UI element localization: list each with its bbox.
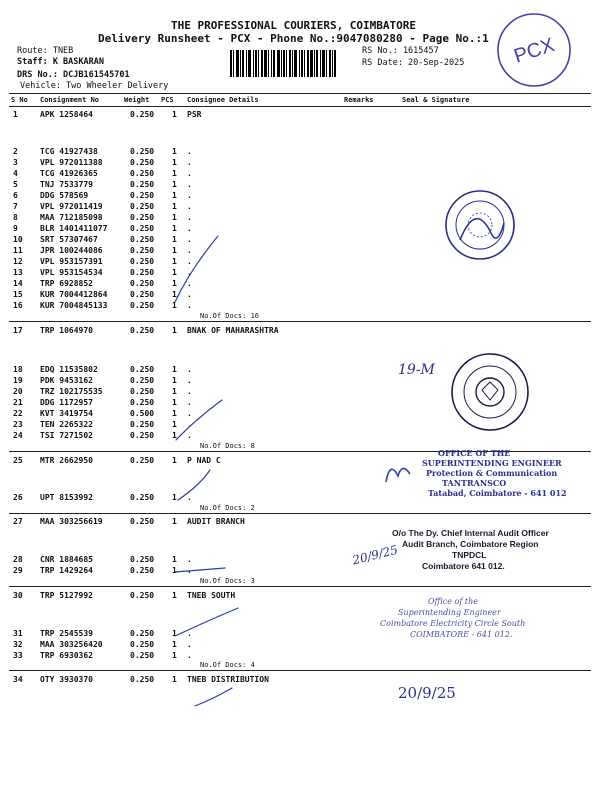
row-consignment: MAA 712185098 [40, 213, 103, 222]
row-pcs: 1 [172, 279, 177, 288]
row-consignment: TRP 1429264 [40, 566, 93, 575]
row-weight: 0.250 [130, 420, 155, 429]
row-sno: 10 [13, 235, 23, 244]
row-details: . [187, 290, 192, 299]
row-pcs: 1 [172, 290, 177, 299]
se-stamp-line: Coimbatore Electricity Circle South [380, 619, 526, 628]
row-sno: 30 [13, 591, 23, 600]
row-consignment: TCG 41926365 [40, 169, 98, 178]
row-details: . [187, 235, 192, 244]
row-weight: 0.250 [130, 213, 155, 222]
row-sno: 15 [13, 290, 23, 299]
row-weight: 0.250 [130, 651, 155, 660]
row-pcs: 1 [172, 169, 177, 178]
row-weight: 0.250 [130, 202, 155, 211]
row-pcs: 1 [172, 246, 177, 255]
row-consignment: MAA 303256420 [40, 640, 103, 649]
row-consignment: JPR 100244086 [40, 246, 103, 255]
row-pcs: 1 [172, 213, 177, 222]
row-weight: 0.250 [130, 191, 155, 200]
row-pcs: 1 [172, 398, 177, 407]
row-details: . [187, 566, 192, 575]
row-consignment: TRP 1064970 [40, 326, 93, 335]
row-pcs: 1 [172, 191, 177, 200]
row-sno: 13 [13, 268, 23, 277]
row-consignment: PDK 9453162 [40, 376, 93, 385]
row-consignment: VPL 953157391 [40, 257, 103, 266]
row-details: TNEB DISTRIBUTION [187, 675, 269, 684]
row-consignment: MAA 303256619 [40, 517, 103, 526]
handwritten-date-distribution: 20/9/25 [398, 684, 456, 702]
col-details: Consignee Details [187, 96, 259, 104]
row-sno: 16 [13, 301, 23, 310]
row-pcs: 1 [172, 493, 177, 502]
row-consignment: TCG 41927438 [40, 147, 98, 156]
row-weight: 0.250 [130, 279, 155, 288]
se-stamp-line: COIMBATORE - 641 012. [410, 630, 513, 639]
row-sno: 1 [13, 110, 18, 119]
row-pcs: 1 [172, 566, 177, 575]
row-pcs: 1 [172, 431, 177, 440]
row-consignment: TSI 7271502 [40, 431, 93, 440]
audit-stamp-line: Coimbatore 641 012. [422, 561, 505, 571]
row-details: TNEB SOUTH [187, 591, 236, 600]
row-weight: 0.250 [130, 290, 155, 299]
row-weight: 0.250 [130, 629, 155, 638]
row-weight: 0.250 [130, 257, 155, 266]
row-pcs: 1 [172, 629, 177, 638]
row-sno: 31 [13, 629, 23, 638]
row-weight: 0.250 [130, 235, 155, 244]
document-subtitle: Delivery Runsheet - PCX - Phone No.:9047080280 - Page No.:1 [98, 32, 489, 45]
row-details: . [187, 651, 192, 660]
row-sno: 33 [13, 651, 23, 660]
handwritten-date-audit: 20/9/25 [350, 542, 400, 568]
row-details: . [187, 431, 192, 440]
row-pcs: 1 [172, 651, 177, 660]
row-weight: 0.250 [130, 517, 155, 526]
row-weight: 0.250 [130, 555, 155, 564]
row-weight: 0.250 [130, 246, 155, 255]
row-consignment: CNR 1884685 [40, 555, 93, 564]
row-details: P NAD C [187, 456, 221, 465]
row-weight: 0.250 [130, 493, 155, 502]
handwritten-initials-ee [380, 452, 420, 492]
staff-text: Staff: K BASKARAN [17, 57, 104, 67]
row-weight: 0.250 [130, 158, 155, 167]
row-weight: 0.250 [130, 147, 155, 156]
row-details: PSR [187, 110, 202, 119]
row-consignment: TNJ 7533779 [40, 180, 93, 189]
row-pcs: 1 [172, 268, 177, 277]
row-pcs: 1 [172, 235, 177, 244]
row-pcs: 1 [172, 456, 177, 465]
ee-stamp-line: SUPERINTENDING ENGINEER [422, 458, 562, 468]
row-details: . [187, 629, 192, 638]
doc-count: No.Of Docs: 8 [200, 442, 255, 450]
rs-date: RS Date: 20-Sep-2025 [362, 58, 465, 68]
se-stamp-line: Office of the [428, 597, 478, 606]
row-weight: 0.250 [130, 675, 155, 684]
audit-stamp [392, 528, 549, 572]
row-pcs: 1 [172, 180, 177, 189]
row-sno: 8 [13, 213, 18, 222]
row-sno: 34 [13, 675, 23, 684]
row-sno: 17 [13, 326, 23, 335]
row-consignment: APK 1258464 [40, 110, 93, 119]
row-pcs: 1 [172, 675, 177, 684]
row-pcs: 1 [172, 257, 177, 266]
row-pcs: 1 [172, 110, 177, 119]
row-details: . [187, 257, 192, 266]
row-sno: 18 [13, 365, 23, 374]
row-sno: 14 [13, 279, 23, 288]
row-sno: 23 [13, 420, 23, 429]
circular-seal-1 [440, 185, 520, 265]
row-sno: 6 [13, 191, 18, 200]
row-weight: 0.250 [130, 224, 155, 233]
row-sno: 28 [13, 555, 23, 564]
row-sno: 24 [13, 431, 23, 440]
row-consignment: VPL 953154534 [40, 268, 103, 277]
row-sno: 2 [13, 147, 18, 156]
row-consignment: MTR 2662950 [40, 456, 93, 465]
doc-count: No.Of Docs: 2 [200, 504, 255, 512]
row-weight: 0.250 [130, 301, 155, 310]
row-details: . [187, 301, 192, 310]
handwritten-date-bank: 19-M [398, 362, 435, 378]
row-pcs: 1 [172, 376, 177, 385]
row-sno: 5 [13, 180, 18, 189]
row-pcs: 1 [172, 420, 177, 429]
doc-count: No.Of Docs: 3 [200, 577, 255, 585]
row-sno: 12 [13, 257, 23, 266]
row-sno: 32 [13, 640, 23, 649]
col-consignment: Consignment No [40, 96, 100, 104]
row-sno: 26 [13, 493, 23, 502]
row-weight: 0.250 [130, 268, 155, 277]
row-details: . [187, 268, 192, 277]
row-sno: 29 [13, 566, 23, 575]
row-details: . [187, 191, 192, 200]
row-details: AUDIT BRANCH [187, 517, 245, 526]
row-pcs: 1 [172, 517, 177, 526]
row-sno: 9 [13, 224, 18, 233]
row-pcs: 1 [172, 147, 177, 156]
row-consignment: VPL 972011419 [40, 202, 103, 211]
col-seal: Seal & Signature [402, 96, 470, 104]
row-consignment: TRP 5127992 [40, 591, 93, 600]
row-pcs: 1 [172, 326, 177, 335]
row-pcs: 1 [172, 158, 177, 167]
row-consignment: TRP 2545539 [40, 629, 93, 638]
row-consignment: KVT 3419754 [40, 409, 93, 418]
row-sno: 4 [13, 169, 18, 178]
row-details: . [187, 387, 192, 396]
row-pcs: 1 [172, 365, 177, 374]
ee-stamp-line: Tatabad, Coimbatore - 641 012 [428, 488, 567, 498]
row-weight: 0.250 [130, 180, 155, 189]
row-details: . [187, 398, 192, 407]
row-consignment: TEN 2265322 [40, 420, 93, 429]
row-consignment: BLR 1401411077 [40, 224, 108, 233]
row-pcs: 1 [172, 409, 177, 418]
row-details: . [187, 376, 192, 385]
row-details: . [187, 493, 192, 502]
row-consignment: TRZ 102175535 [40, 387, 103, 396]
row-details: . [187, 213, 192, 222]
ee-stamp-line: OFFICE OF THE [438, 448, 511, 458]
bank-seal [448, 350, 532, 434]
row-consignment: DDG 1172957 [40, 398, 93, 407]
row-consignment: SRT 57307467 [40, 235, 98, 244]
rs-number: RS No.: 1615457 [362, 46, 439, 56]
row-sno: 22 [13, 409, 23, 418]
row-weight: 0.250 [130, 376, 155, 385]
row-details: . [187, 202, 192, 211]
document-title: THE PROFESSIONAL COURIERS, COIMBATORE [171, 19, 417, 32]
row-consignment: KUR 7004412864 [40, 290, 108, 299]
vehicle-text: Vehicle: Two Wheeler Delivery [20, 81, 169, 91]
row-details: . [187, 246, 192, 255]
row-sno: 21 [13, 398, 23, 407]
row-details: . [187, 147, 192, 156]
row-weight: 0.250 [130, 326, 155, 335]
ee-stamp-line: Protection & Communication [426, 468, 558, 478]
row-details: BNAK OF MAHARASHTRA [187, 326, 279, 335]
audit-stamp-line: Audit Branch, Coimbatore Region [402, 539, 539, 549]
row-sno: 27 [13, 517, 23, 526]
se-stamp-line: Superintending Engineer [398, 608, 501, 617]
row-sno: 20 [13, 387, 23, 396]
row-details: . [187, 180, 192, 189]
row-weight: 0.250 [130, 591, 155, 600]
row-consignment: KUR 7004845133 [40, 301, 108, 310]
row-weight: 0.250 [130, 169, 155, 178]
row-sno: 25 [13, 456, 23, 465]
row-pcs: 1 [172, 640, 177, 649]
row-pcs: 1 [172, 301, 177, 310]
row-pcs: 1 [172, 202, 177, 211]
row-weight: 0.250 [130, 640, 155, 649]
row-details: . [187, 420, 192, 429]
row-details: . [187, 279, 192, 288]
row-sno: 19 [13, 376, 23, 385]
row-weight: 0.250 [130, 431, 155, 440]
row-details: . [187, 409, 192, 418]
row-consignment: OTY 3930370 [40, 675, 93, 684]
row-weight: 0.250 [130, 365, 155, 374]
row-sno: 7 [13, 202, 18, 211]
row-weight: 0.250 [130, 387, 155, 396]
row-details: . [187, 640, 192, 649]
col-sno: S No [11, 96, 28, 104]
audit-stamp-line: TNPDCL [452, 550, 487, 560]
drs-number: DRS No.: DCJB161545701 [17, 70, 130, 80]
row-pcs: 1 [172, 591, 177, 600]
row-consignment: UPT 8153992 [40, 493, 93, 502]
audit-stamp-line: O/o The Dy. Chief Internal Audit Officer [392, 528, 549, 538]
row-pcs: 1 [172, 224, 177, 233]
row-sno: 3 [13, 158, 18, 167]
row-consignment: VPL 972011388 [40, 158, 103, 167]
row-consignment: TRP 6930362 [40, 651, 93, 660]
col-remarks: Remarks [344, 96, 374, 104]
row-pcs: 1 [172, 387, 177, 396]
pcx-stamp-text: PCX [511, 34, 558, 68]
row-weight: 0.500 [130, 409, 155, 418]
row-consignment: DDG 578569 [40, 191, 89, 200]
col-pcs: PCS [161, 96, 174, 104]
row-pcs: 1 [172, 555, 177, 564]
row-weight: 0.250 [130, 566, 155, 575]
row-weight: 0.250 [130, 398, 155, 407]
row-consignment: EDQ 11535802 [40, 365, 98, 374]
doc-count: No.Of Docs: 4 [200, 661, 255, 669]
row-details: . [187, 555, 192, 564]
row-details: . [187, 365, 192, 374]
doc-count: No.Of Docs: 16 [200, 312, 260, 320]
row-weight: 0.250 [130, 456, 155, 465]
row-weight: 0.250 [130, 110, 155, 119]
col-weight: Weight [124, 96, 150, 104]
route-text: Route: TNEB [17, 46, 74, 56]
row-sno: 11 [13, 246, 23, 255]
row-details: . [187, 224, 192, 233]
ee-stamp [420, 448, 567, 498]
row-details: . [187, 169, 192, 178]
ee-stamp-line: TANTRANSCO [442, 478, 507, 488]
se-stamp [380, 596, 525, 640]
row-consignment: TRP 6928852 [40, 279, 93, 288]
row-details: . [187, 158, 192, 167]
